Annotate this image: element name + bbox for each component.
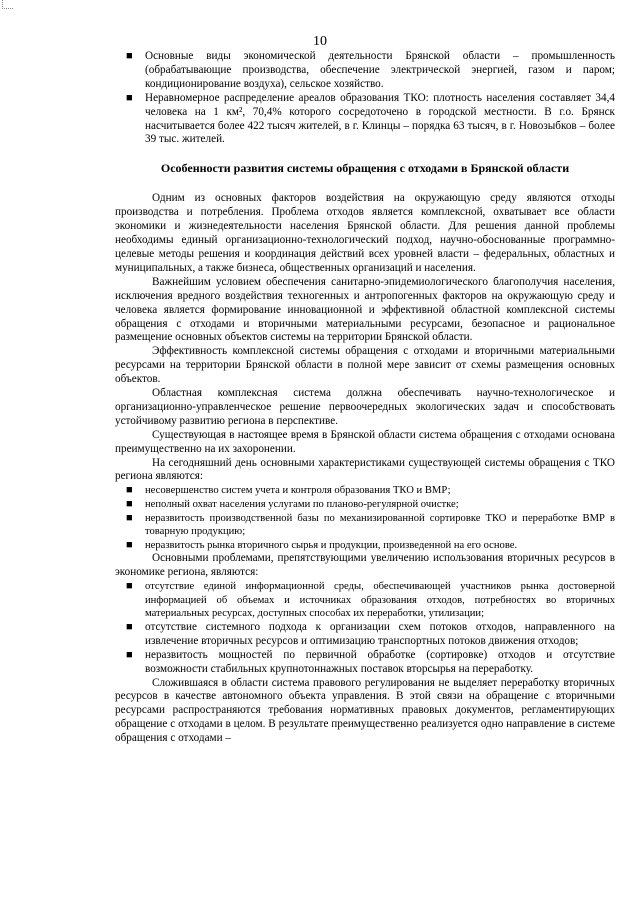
list-item [115,498,615,512]
paragraph: Существующая в настоящее время в Брянской области система обращения с отходами основана преимущественно на их захоронении. [115,428,615,455]
bullet-text: отсутствие единой информационной среды, обеспечивающей участников рынка достоверной информацией об объемах и источниках образования отходов, потребностях во вторичных материальных ресурсах, доступных способах их переработки, утилизации; [145,581,615,620]
list-item [115,621,615,649]
bullet-icon: ■ [126,484,133,497]
paragraph: Основными проблемами, препятствующими увеличению использования вторичных ресурсов в экономике региона, являются: [115,552,615,579]
paragraph: На сегодняшний день основными характеристиками существующей системы обращения с ТКО региона являются: [115,456,615,483]
list-item [115,580,615,621]
bullet-icon: ■ [126,50,133,62]
bullet-text: несовершенство систем учета и контроля образования ТКО и ВМР; [145,485,451,497]
bullet-icon: ■ [126,620,133,633]
bullet-text: Основные виды экономической деятельности Брянской области – промышленность (обрабатывающие производства, обеспечение электрической энергией, газом и паром; кондиционирование воздуха), сельское хозяйство. [145,50,615,90]
list-item [115,512,615,539]
paragraph: Эффективность комплексной системы обращения с отходами и вторичными материальными ресурсами на территории Брянской области в полной мере зависит от схемы размещения основных объектов. [115,345,615,386]
page-content [115,50,615,746]
paragraph: Сложившаяся в области система правового регулирования не выделяет переработку вторичных ресурсов в качестве автономного объекта управления. В этой связи на обращение с вторичными ресурсами распространяются требования нормативных правовых документов, регламентирующих обращение с отходами в целом. В результате преимущественно реализуется одно направление в системе обращения с отходами – [115,676,615,745]
bullet-icon: ■ [126,91,133,104]
paragraph: Важнейшим условием обеспечения санитарно-эпидемиологического благополучия населения, исключения вредного воздействия техногенных и антропогенных факторов на окружающую среду и человека является формирование инновационной и эффективной областной комплексной системы обращения с отходами и вторичными материальными ресурсами, безопасное и рациональное размещение основных объектов системы на территории Брянской области. [115,275,615,344]
bullet-text: неразвитость производственной базы по механизированной сортировке ТКО и переработке ВМР в товарную продукцию; [145,512,615,538]
bullet-icon: ■ [126,648,133,661]
bullet-icon: ■ [126,497,133,510]
list-item [115,92,615,148]
list-item [115,539,615,553]
list-item [115,50,615,92]
list-item [115,484,615,498]
scan-corner-mark [2,0,13,9]
bullet-icon: ■ [126,511,133,524]
list-item [115,649,615,677]
paragraph: Областная комплексная система должна обеспечивать научно-технологическое и организационно-управленческое решение первоочередных экологических задач и способствовать устойчивому развитию региона в перспективе. [115,387,615,427]
page-number: 10 [313,34,327,49]
bullet-text: неразвитость рынка вторичного сырья и продукции, произведенной на его основе. [145,539,518,551]
section-title: Особенности развития системы обращения с отходами в Брянской области [160,161,570,176]
bullet-text: отсутствие системного подхода к организации схем потоков отходов, направленного на извлечение вторичных ресурсов и оптимизацию транспортных потоков движения отходов; [145,620,615,647]
paragraph: Одним из основных факторов воздействия на окружающую среду являются отходы производства и потребления. Проблема отходов является комплексной, охватывает все области экономики и жизнедеятельности населения Брянской области. Для решения данной проблемы необходимы единый организационно-технологический подход, научно-обоснованные программно-целевые методы решения и координация действий всех уровней власти – федеральных, областных и муниципальных, а также бизнеса, общественных организаций и населения. [115,192,615,274]
bullet-text: неразвитость мощностей по первичной обработке (сортировке) отходов и отсутствие возможности стабильных крупнотоннажных поставок вторсырья на переработку. [145,648,615,675]
bullet-text: Неравномерное распределение ареалов образования ТКО: плотность населения составляет 34,4 человека на 1 км², 70,4% которого сосредоточено в городской местности. В г.о. Брянск насчитывается более 422 тысяч жителей, в г. Клинцы – порядка 63 тысяч, в г. Новозыбков – более 39 тыс. жителей. [145,91,615,146]
bullet-icon: ■ [126,580,133,593]
bullet-text: неполный охват населения услугами по планово-регулярной очистке; [145,498,459,510]
bullet-icon: ■ [126,538,133,551]
